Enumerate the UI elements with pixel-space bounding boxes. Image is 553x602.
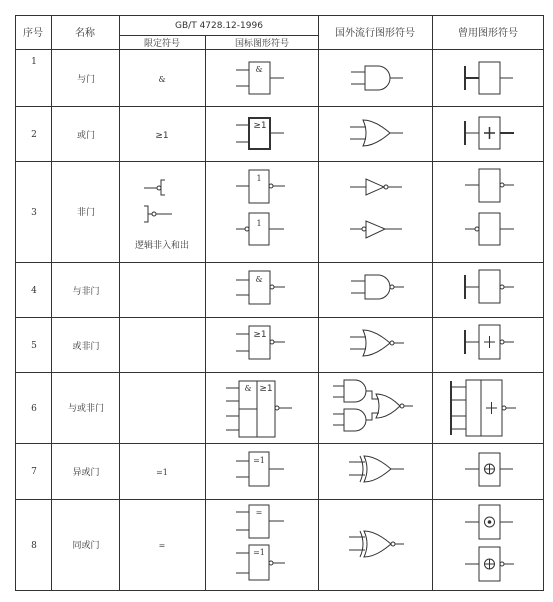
row-index: 6 — [31, 404, 37, 414]
intl-not-gate-input-icon — [236, 213, 284, 245]
intl-gate-label: & — [255, 65, 263, 74]
legacy-nand-gate-icon — [465, 270, 514, 303]
foreign-nor-gate-icon — [350, 330, 404, 356]
row-name: 与非门 — [72, 287, 100, 297]
legacy-and-or-invert-gate-icon — [451, 380, 516, 436]
header-foreign-symbol: 国外流行图形符号 — [335, 28, 415, 39]
header-index: 序号 — [23, 28, 43, 39]
intl-gate-label: & — [255, 275, 263, 284]
legacy-not-gate-output-icon — [465, 169, 514, 202]
intl-gate-label: 1 — [256, 174, 262, 183]
legacy-nor-gate-icon — [465, 325, 514, 359]
qualifier-symbol: = — [158, 541, 166, 550]
foreign-nand-gate-icon — [351, 275, 404, 299]
legacy-xnor-gate-icon — [465, 505, 513, 539]
row-index: 7 — [31, 467, 37, 477]
header-qualifier: 限定符号 — [143, 39, 181, 49]
qualifier-symbol: =1 — [156, 468, 168, 477]
legacy-not-gate-input-icon — [465, 213, 514, 245]
row-name: 或门 — [76, 131, 96, 141]
intl-gate-label: ≥1 — [253, 330, 267, 340]
legacy-xnor-gate-alt-icon — [465, 547, 514, 581]
row-index: 3 — [31, 208, 37, 218]
header-intl-symbol: 国标图形符号 — [234, 39, 290, 49]
row-name: 同或门 — [72, 541, 100, 551]
header-common-symbol: 曾用图形符号 — [458, 28, 518, 39]
row-index: 2 — [31, 130, 37, 140]
foreign-and-or-invert-gate-icon — [333, 380, 413, 431]
qualifier-note: 逻辑非入和出 — [134, 241, 190, 251]
row-index: 5 — [31, 341, 37, 351]
qualifier-symbol: & — [158, 75, 166, 84]
legacy-xor-gate-icon — [465, 453, 513, 486]
legacy-or-gate-icon — [465, 117, 514, 149]
row-name: 非门 — [76, 208, 96, 218]
foreign-xnor-gate-icon — [349, 531, 404, 557]
foreign-not-gate-output-icon — [350, 179, 402, 195]
foreign-xor-gate-icon — [349, 456, 404, 482]
intl-gate-label: =1 — [253, 548, 265, 557]
header-standard: GB/T 4728.12-1996 — [175, 21, 263, 31]
row-name: 或非门 — [72, 342, 100, 352]
intl-gate-label: 1 — [256, 219, 262, 228]
negation-indicator-input — [144, 180, 165, 195]
intl-gate-label: = — [255, 508, 263, 517]
foreign-or-gate-icon — [350, 120, 403, 146]
intl-gate-label: & — [244, 384, 252, 393]
row-index: 1 — [31, 57, 37, 67]
header-name: 名称 — [75, 28, 95, 39]
foreign-not-gate-input-icon — [350, 221, 402, 238]
row-name: 与门 — [76, 75, 96, 85]
qualifier-symbol: ≥1 — [155, 131, 169, 141]
table-grid — [16, 16, 544, 591]
intl-gate-label: =1 — [253, 456, 265, 465]
intl-gate-label: ≥1 — [253, 121, 267, 131]
row-index: 8 — [31, 541, 37, 551]
negation-indicator-output — [144, 206, 172, 222]
row-name: 与或非门 — [67, 404, 105, 414]
row-name: 异或门 — [72, 468, 100, 478]
foreign-and-gate-icon — [351, 66, 403, 90]
legacy-and-gate-icon — [465, 62, 513, 94]
row-index: 4 — [31, 286, 37, 296]
intl-gate-label: ≥1 — [259, 384, 273, 394]
